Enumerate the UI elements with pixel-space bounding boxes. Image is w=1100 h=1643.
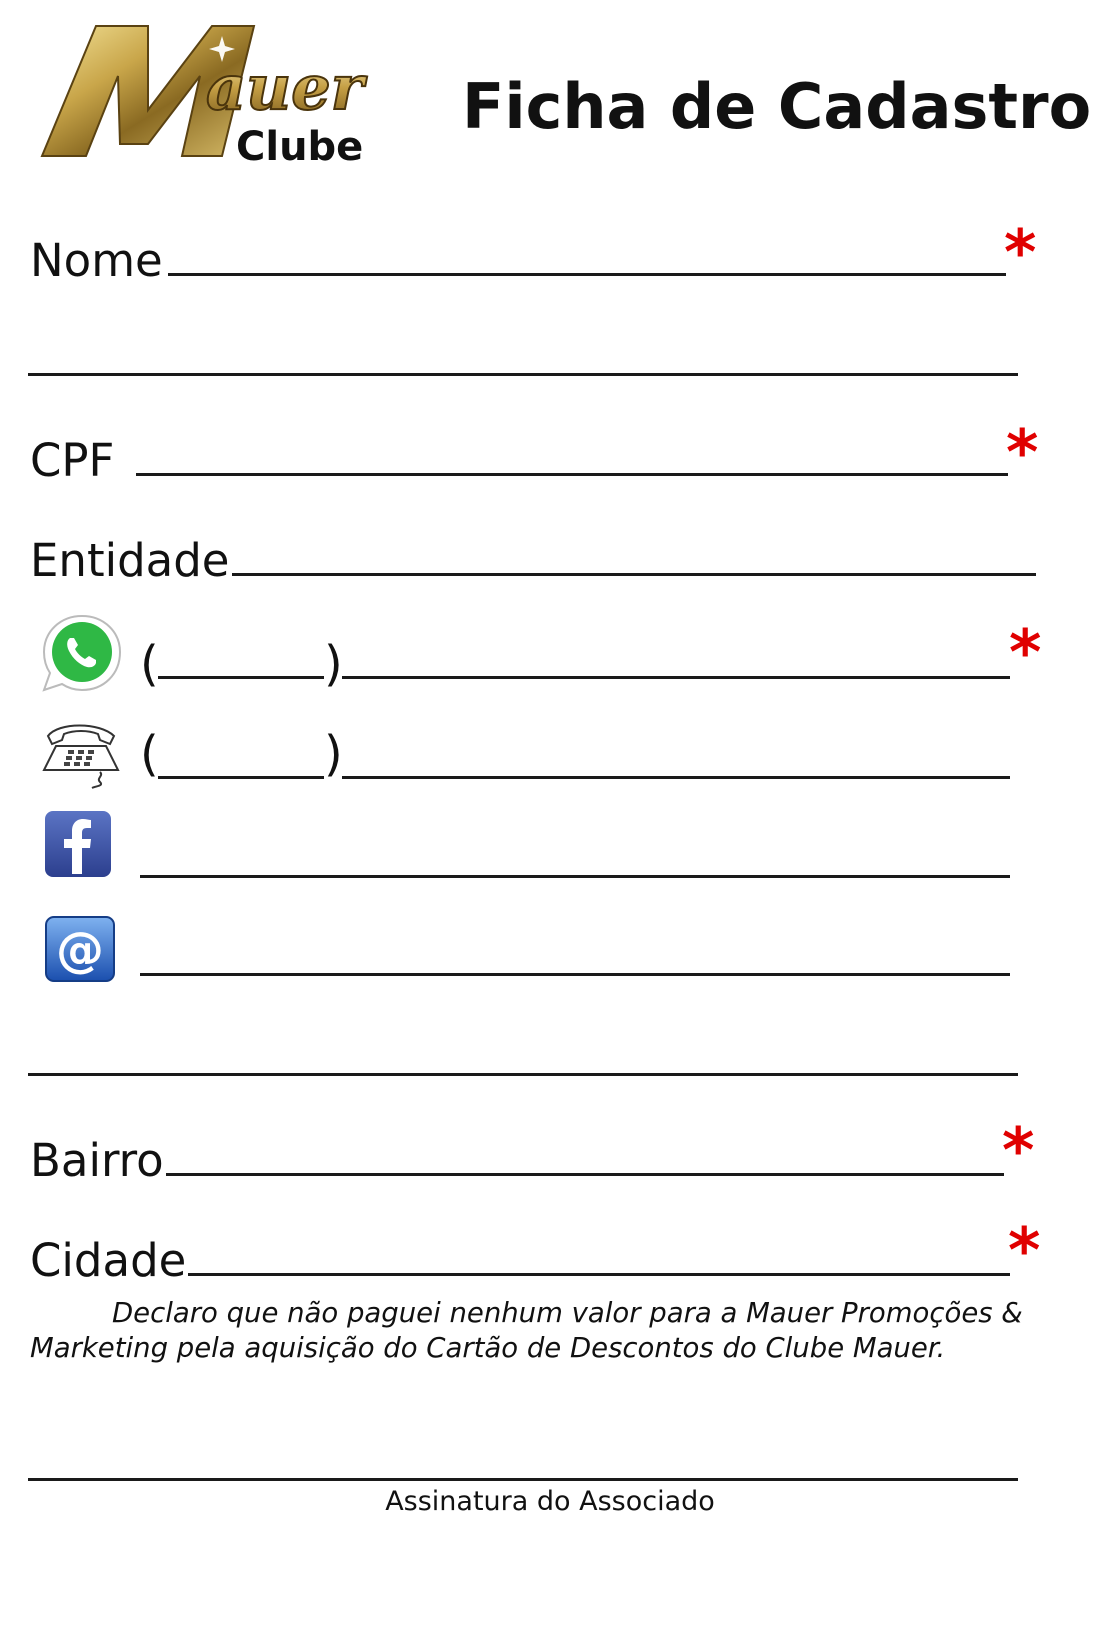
entidade-input-line[interactable]	[232, 573, 1036, 576]
nome-input-line[interactable]	[168, 273, 1006, 276]
telephone-icon	[38, 716, 124, 790]
whatsapp-number-line[interactable]	[342, 676, 1010, 679]
facebook-input-line[interactable]	[140, 875, 1010, 878]
entidade-label: Entidade	[30, 534, 230, 587]
nome-continuation-line[interactable]	[28, 373, 1018, 376]
mauer-clube-logo	[36, 14, 396, 174]
nome-label: Nome	[30, 234, 163, 287]
svg-text:auer: auer	[206, 51, 364, 124]
email-at-icon	[45, 916, 115, 982]
facebook-icon	[44, 810, 112, 878]
cpf-label: CPF	[30, 434, 115, 487]
cidade-required-marker: *	[1008, 1214, 1041, 1287]
svg-text:@: @	[56, 922, 104, 978]
telefone-ddd-line[interactable]	[158, 776, 324, 779]
whatsapp-open-paren: (	[140, 636, 159, 692]
telefone-close-paren: )	[324, 726, 343, 782]
whatsapp-required-marker: *	[1009, 616, 1042, 689]
cpf-input-line[interactable]	[136, 473, 1008, 476]
signature-line[interactable]	[28, 1478, 1018, 1481]
cidade-input-line[interactable]	[188, 1273, 1010, 1276]
bairro-required-marker: *	[1002, 1114, 1035, 1187]
telefone-number-line[interactable]	[342, 776, 1010, 779]
bairro-label: Bairro	[30, 1134, 164, 1187]
telefone-open-paren: (	[140, 726, 159, 782]
svg-text:Clube: Clube	[236, 124, 364, 170]
nome-required-marker: *	[1004, 216, 1037, 289]
cpf-required-marker: *	[1006, 416, 1039, 489]
whatsapp-close-paren: )	[324, 636, 343, 692]
email-continuation-line[interactable]	[28, 1073, 1018, 1076]
email-input-line[interactable]	[140, 973, 1010, 976]
declaration-text: Declaro que não paguei nenhum valor para a Mauer Promoções & Marketing pela aquisição do Cartão de Descontos do Clube Mauer.	[30, 1297, 1023, 1364]
whatsapp-ddd-line[interactable]	[158, 676, 324, 679]
signature-label: Assinatura do Associado	[385, 1486, 715, 1517]
bairro-input-line[interactable]	[166, 1173, 1004, 1176]
whatsapp-icon	[40, 612, 124, 694]
form-title: Ficha de Cadastro	[462, 70, 1092, 143]
cidade-label: Cidade	[30, 1234, 187, 1287]
